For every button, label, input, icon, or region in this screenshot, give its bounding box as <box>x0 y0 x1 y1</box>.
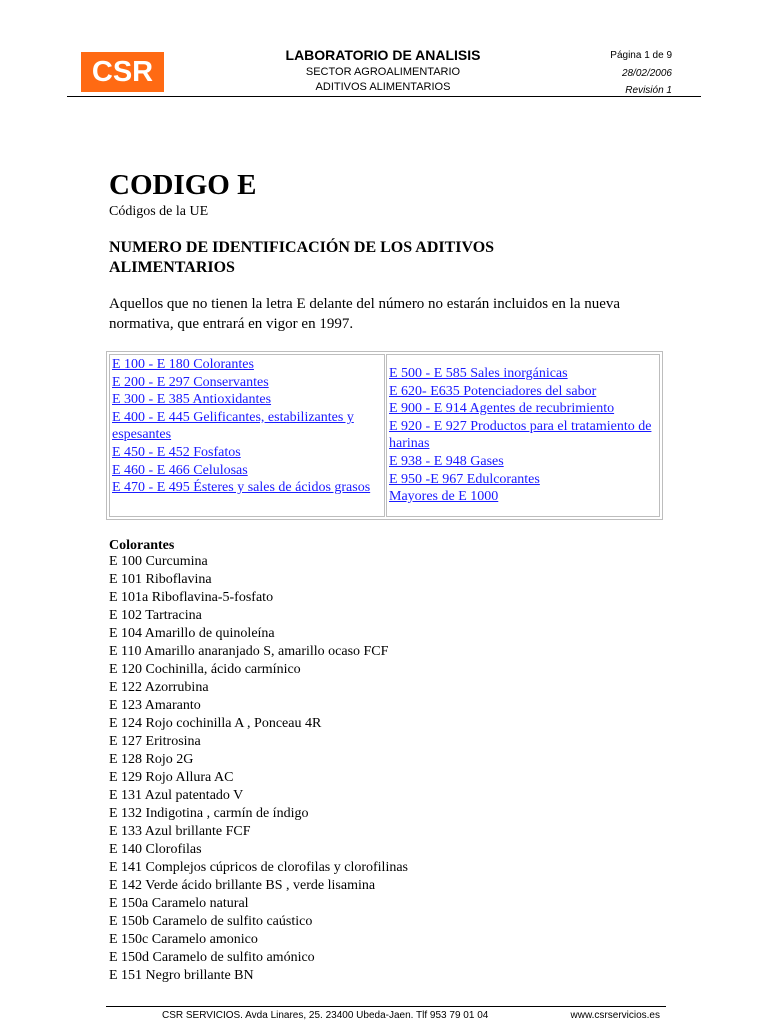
list-item: E 140 Clorofilas <box>109 842 202 857</box>
list-item: E 133 Azul brillante FCF <box>109 824 251 839</box>
list-item: E 124 Rojo cochinilla A , Ponceau 4R <box>109 716 322 731</box>
heading-line-2: ALIMENTARIOS <box>109 259 235 276</box>
list-item: E 104 Amarillo de quinoleína <box>109 626 275 641</box>
list-item: E 122 Azorrubina <box>109 680 209 695</box>
list-item: E 128 Rojo 2G <box>109 752 194 767</box>
revision-label: Revisión 1 <box>625 85 672 96</box>
index-link[interactable]: E 300 - E 385 Antioxidantes <box>112 392 272 408</box>
footer-url: www.csrservicios.es <box>570 1010 660 1021</box>
intro-paragraph: Aquellos que no tienen la letra E delante del número no estarán incluidos en la nueva normativa, que entrará en vigor en 1997. <box>109 296 621 332</box>
list-item: E 151 Negro brillante BN <box>109 968 254 983</box>
list-item: E 131 Azul patentado V <box>109 788 244 803</box>
sector-label: SECTOR AGROALIMENTARIO <box>305 66 461 78</box>
list-item: E 102 Tartracina <box>109 608 202 623</box>
list-item: E 150d Caramelo de sulfito amónico <box>109 950 315 965</box>
header-meta <box>560 47 672 100</box>
list-item: E 132 Indigotina , carmín de índigo <box>109 806 309 821</box>
csr-logo: CSR <box>81 52 164 92</box>
list-item: E 150b Caramelo de sulfito caústico <box>109 914 313 929</box>
document-title: CODIGO E <box>109 169 257 201</box>
list-item: E 142 Verde ácido brillante BS , verde lisamina <box>109 878 376 893</box>
index-link[interactable]: E 100 - E 180 Colorantes <box>112 357 254 372</box>
list-item: E 120 Cochinilla, ácido carmínico <box>109 662 301 677</box>
index-column-right <box>386 354 660 517</box>
identification-heading <box>109 238 629 278</box>
list-item: E 150a Caramelo natural <box>109 896 249 911</box>
list-item: E 141 Complejos cúpricos de clorofilas y clorofilinas <box>109 860 408 875</box>
heading-line-1: NUMERO DE IDENTIFICACIÓN DE LOS ADITIVOS <box>109 239 495 256</box>
index-link[interactable]: E 950 -E 967 Edulcorantes <box>389 471 540 487</box>
document-subtitle: Códigos de la UE <box>109 204 209 219</box>
index-link[interactable]: E 470 - E 495 Ésteres y sales de ácidos grasos <box>112 480 371 496</box>
footer-address: CSR SERVICIOS. Avda Linares, 25. 23400 Ubeda-Jaen. Tlf 953 79 01 04 <box>162 1010 489 1021</box>
list-item: E 101a Riboflavina-5-fosfato <box>109 590 274 605</box>
list-item: E 127 Eritrosina <box>109 734 201 749</box>
colorantes-list <box>109 553 408 985</box>
index-link[interactable]: E 400 - E 445 Gelificantes, estabilizantes y espesantes <box>112 409 354 443</box>
list-item: E 129 Rojo Allura AC <box>109 770 234 785</box>
document-date: 28/02/2006 <box>621 67 672 79</box>
index-link[interactable]: E 200 - E 297 Conservantes <box>112 374 269 390</box>
header-divider <box>67 96 701 97</box>
list-item: E 101 Riboflavina <box>109 572 212 587</box>
list-item: E 150c Caramelo amonico <box>109 932 258 947</box>
index-link[interactable]: E 938 - E 948 Gases <box>389 453 504 469</box>
index-link[interactable]: E 450 - E 452 Fosfatos <box>112 444 241 460</box>
topic-label: ADITIVOS ALIMENTARIOS <box>315 80 451 93</box>
index-link[interactable]: E 920 - E 927 Productos para el tratamiento de harinas <box>389 418 652 452</box>
index-link[interactable]: Mayores de E 1000 <box>389 489 499 505</box>
index-link[interactable]: E 900 - E 914 Agentes de recubrimiento <box>389 401 615 417</box>
lab-title: LABORATORIO DE ANALISIS <box>285 47 481 63</box>
index-link[interactable]: E 620- E635 Potenciadores del sabor <box>389 383 597 399</box>
index-table <box>106 351 663 520</box>
colorantes-title: Colorantes <box>109 538 175 553</box>
index-link[interactable]: E 500 - E 585 Sales inorgánicas <box>389 366 568 381</box>
index-link[interactable]: E 460 - E 466 Celulosas <box>112 462 248 478</box>
footer-divider <box>106 1006 666 1007</box>
page-number: Página 1 de 9 <box>610 50 672 61</box>
header-titles <box>230 46 536 94</box>
list-item: E 123 Amaranto <box>109 698 201 713</box>
index-column-left <box>109 354 385 517</box>
list-item: E 100 Curcumina <box>109 554 208 569</box>
list-item: E 110 Amarillo anaranjado S, amarillo ocaso FCF <box>109 644 389 659</box>
